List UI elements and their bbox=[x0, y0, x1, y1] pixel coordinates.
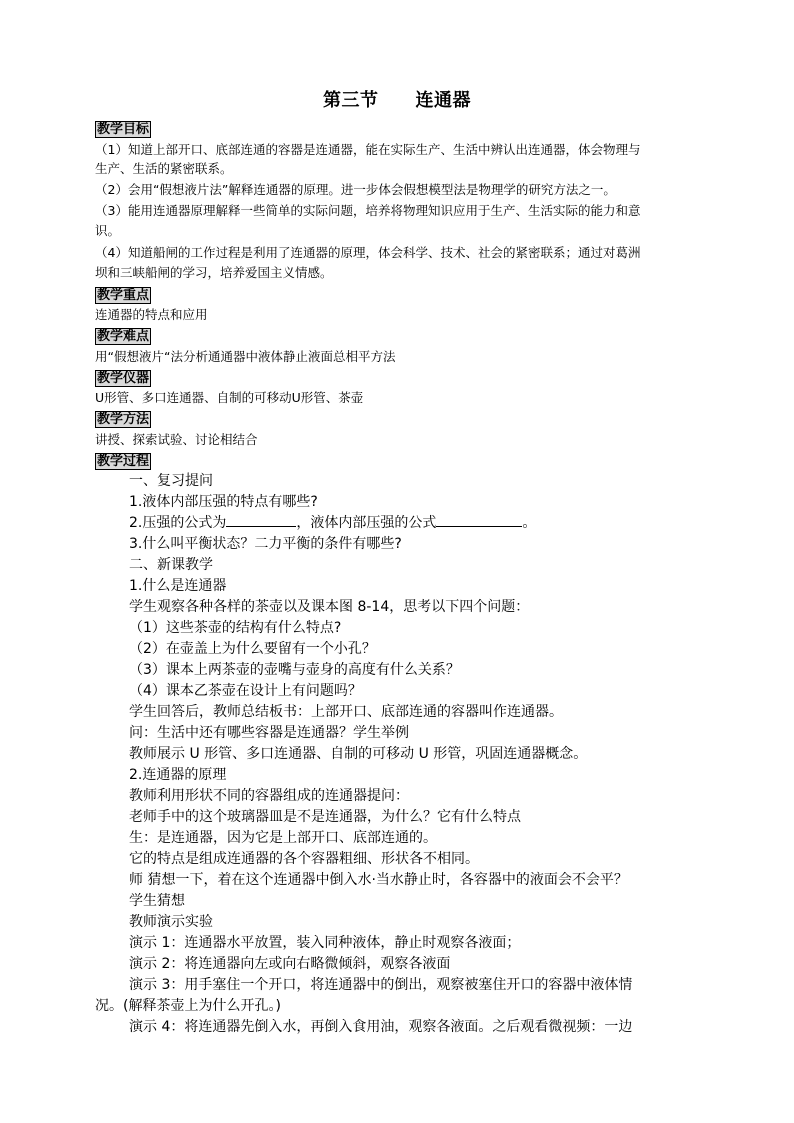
topic-2: 2.连通器的原理 bbox=[129, 767, 227, 783]
goal-1-line-1: （1）知道上部开口、底部连通的容器是连通器，能在实际生产、生活中辨认出连通器，体会物理与 bbox=[95, 142, 641, 157]
goal-3-line-2: 识。 bbox=[95, 223, 121, 238]
review-question-2 bbox=[129, 513, 536, 533]
question-c: （3）课本上两茶壶的壶嘴与壶身的高度有什么关系？ bbox=[129, 662, 460, 678]
process-heading: 教学过程 bbox=[97, 454, 150, 469]
goal-1-line-2: 生产、生活的紧密联系。 bbox=[95, 161, 233, 176]
paragraph-experiment: 教师演示实验 bbox=[129, 914, 213, 930]
paragraph-feature: 它的特点是组成连通器的各个容器粗细、形状各不相同。 bbox=[129, 851, 479, 867]
q2-part-b: ，液体内部压强的公式 bbox=[296, 515, 437, 531]
instruments-text: U形管、多口连通器、自制的可移动U形管、茶壶 bbox=[95, 390, 364, 405]
goal-3-line-1: （3）能用连通器原理解释一些简单的实际问题，培养将物理知识应用于生产、生活实际的能力和意 bbox=[95, 203, 641, 218]
paragraph-student-answer: 生：是连通器，因为它是上部开口、底部连通的。 bbox=[129, 830, 437, 846]
paragraph-student-guess: 学生猜想 bbox=[129, 893, 185, 909]
difficulty-heading: 教学难点 bbox=[97, 329, 150, 344]
page-title: 第三节 连通器 bbox=[323, 90, 471, 111]
methods-text: 讲授、探索试验、讨论相结合 bbox=[95, 432, 258, 447]
answer-blank-1[interactable] bbox=[226, 514, 296, 527]
q2-part-c: 。 bbox=[522, 515, 537, 531]
paragraph-teacher-question: 教师利用形状不同的容器组成的连通器提问： bbox=[129, 788, 409, 804]
goal-4-line-2: 坝和三峡船闸的学习，培养爱国主义情感。 bbox=[95, 265, 333, 280]
review-question-1: 1.液体内部压强的特点有哪些? bbox=[129, 494, 318, 510]
paragraph-observe: 学生观察各种各样的茶壶以及课本图 8-14，思考以下四个问题： bbox=[129, 599, 530, 615]
difficulty-text: 用“假想液片“法分析通通器中液体静止液面总相平方法 bbox=[95, 349, 396, 364]
goal-4-line-1: （4）知道船闸的工作过程是利用了连通器的原理，体会科学、技术、社会的紧密联系；通过对葛洲 bbox=[95, 245, 641, 260]
question-b: （2）在壶盖上为什么要留有一个小孔？ bbox=[129, 641, 376, 657]
question-d: （4）课本乙茶壶在设计上有问题吗？ bbox=[129, 683, 362, 699]
paragraph-guess: 师 猜想一下，着在这个连通器中倒入水·当水静止时，各容器中的液面会不会平？ bbox=[129, 872, 628, 888]
paragraph-summary: 学生回答后，教师总结板书：上部开口、底部连通的容器叫作连通器。 bbox=[129, 704, 563, 720]
demo-4: 演示 4：将连通器先倒入水，再倒入食用油，观察各液面。之后观看微视频：一边 bbox=[129, 1019, 633, 1035]
demo-3-line-1: 演示 3：用手塞住一个开口，将连通器中的倒出，观察被塞住开口的容器中液体情 bbox=[129, 977, 633, 993]
paragraph-glassware: 老师手中的这个玻璃器皿是不是连通器，为什么？它有什么特点 bbox=[129, 809, 521, 825]
section-review: 一、复习提问 bbox=[129, 473, 213, 489]
section-new-lesson: 二、新课教学 bbox=[129, 557, 213, 573]
goals-heading: 教学目标 bbox=[97, 122, 150, 137]
answer-blank-2[interactable] bbox=[436, 514, 522, 527]
question-a: （1）这些茶壶的结构有什么特点? bbox=[129, 620, 342, 636]
goal-2: （2）会用“假想液片法”解释连通器的原理。进一步体会假想模型法是物理学的研究方法之一。 bbox=[95, 182, 616, 197]
instruments-heading: 教学仪器 bbox=[97, 371, 150, 386]
demo-1: 演示 1：连通器水平放置，装入同种液体，静止时观察各液面； bbox=[129, 935, 521, 951]
topic-1: 1.什么是连通器 bbox=[129, 578, 227, 594]
paragraph-question: 问：生活中还有哪些容器是连通器？学生举例 bbox=[129, 725, 409, 741]
methods-heading: 教学方法 bbox=[97, 412, 150, 427]
key-points-text: 连通器的特点和应用 bbox=[95, 307, 208, 322]
paragraph-demo: 教师展示 U 形管、多口连通器、自制的可移动 U 形管，巩固连通器概念。 bbox=[129, 746, 588, 762]
demo-2: 演示 2：将连通器向左或向右略微倾斜，观察各液面 bbox=[129, 956, 451, 972]
key-points-heading: 教学重点 bbox=[97, 288, 150, 303]
demo-3-line-2: 况。(解释茶壶上为什么开孔。) bbox=[95, 998, 281, 1014]
q2-part-a: 2.压强的公式为 bbox=[129, 515, 227, 531]
review-question-3: 3.什么叫平衡状态？二力平衡的条件有哪些? bbox=[129, 536, 402, 552]
